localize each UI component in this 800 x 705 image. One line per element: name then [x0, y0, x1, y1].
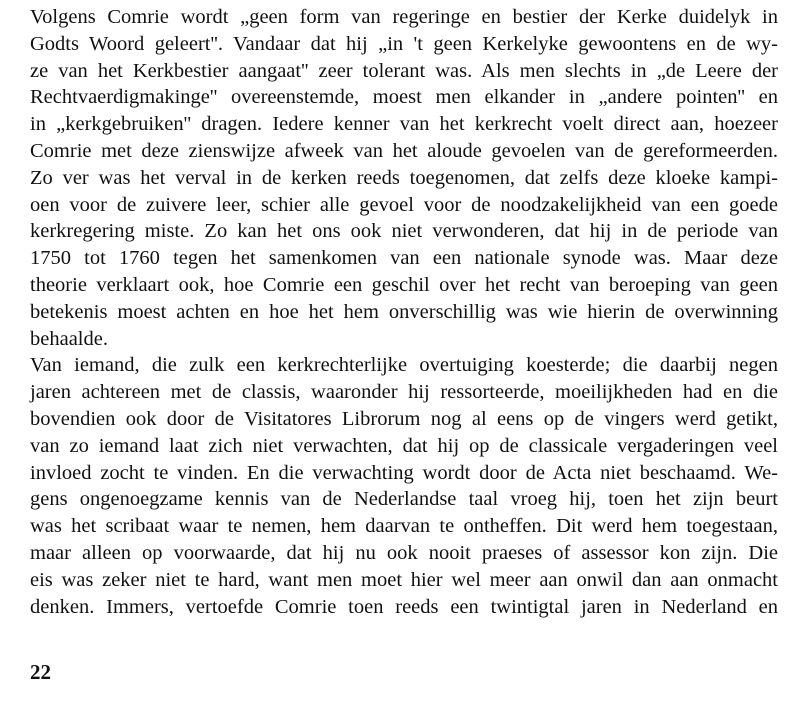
text-line: denken. Immers, vertoefde Comrie toen reeds een twintigtal jaren in Nederland en	[30, 595, 778, 618]
text-line: Rechtvaerdigmakinge'' overeenstemde, moest men elkander in „andere pointen'' en	[30, 86, 778, 109]
text-line: in „kerkgebruiken'' dragen. Iedere kenner van het kerkrecht voelt direct aan, hoezeer	[30, 113, 778, 136]
text-line: bovendien ook door de Visitatores Librorum nog al eens op de vingers werd getikt,	[30, 407, 778, 430]
text-line: theorie verklaart ook, hoe Comrie een geschil over het recht van beroeping van geen	[30, 273, 778, 296]
text-line: kerkregering miste. Zo kan het ons ook niet verwonderen, dat hij in de periode van	[30, 220, 778, 243]
text-line: ze van het Kerkbestier aangaat'' zeer tolerant was. Als men slechts in „de Leere der	[30, 59, 778, 82]
text-line: Godts Woord geleert''. Vandaar dat hij „in 't geen Kerkelyke gewoontens en de wy-	[30, 32, 778, 55]
text-line: jaren achtereen met de classis, waaronder hij ressorteerde, moeilijkheden had en die	[30, 381, 778, 404]
text-line: van zo iemand laat zich niet verwachten, dat hij op de classicale vergaderingen veel	[30, 434, 778, 457]
text-line: maar alleen op voorwaarde, dat hij nu ook nooit praeses of assessor kon zijn. Die	[30, 541, 778, 564]
text-line: Van iemand, die zulk een kerkrechterlijke overtuiging koesterde; die daarbij negen	[30, 354, 778, 377]
text-line: oen voor de zuivere leer, schier alle gevoel voor de noodzakelijkheid van een goede	[30, 193, 778, 216]
text-line: Zo ver was het verval in de kerken reeds toegenomen, dat zelfs deze kloeke kampi-	[30, 166, 778, 189]
text-line: 1750 tot 1760 tegen het samenkomen van een nationale synode was. Maar deze	[30, 247, 778, 270]
text-line: gens ongenoegzame kennis van de Nederlandse taal vroeg hij, toen het zijn beurt	[30, 488, 778, 511]
text-line: invloed zocht te vinden. En die verwachting wordt door de Acta niet beschaamd. We-	[30, 461, 778, 484]
text-line: was het scribaat waar te nemen, hem daarvan te ontheffen. Dit werd hem toegestaan,	[30, 515, 778, 538]
text-line: Comrie met deze zienswijze afweek van het aloude gevoelen van de gereformeerden.	[30, 139, 778, 162]
paragraph-end-line: behaalde.	[30, 327, 108, 350]
text-line: betekenis moest achten en hoe het hem onverschillig was wie hierin de overwinning	[30, 300, 778, 323]
text-line: eis was zeker niet te hard, want men moet hier wel meer aan onwil dan aan onmacht	[30, 568, 778, 591]
body-text	[30, 4, 778, 620]
text-line: Volgens Comrie wordt „geen form van regeringe en bestier der Kerke duidelyk in	[30, 6, 778, 28]
page-number: 22	[30, 660, 51, 684]
